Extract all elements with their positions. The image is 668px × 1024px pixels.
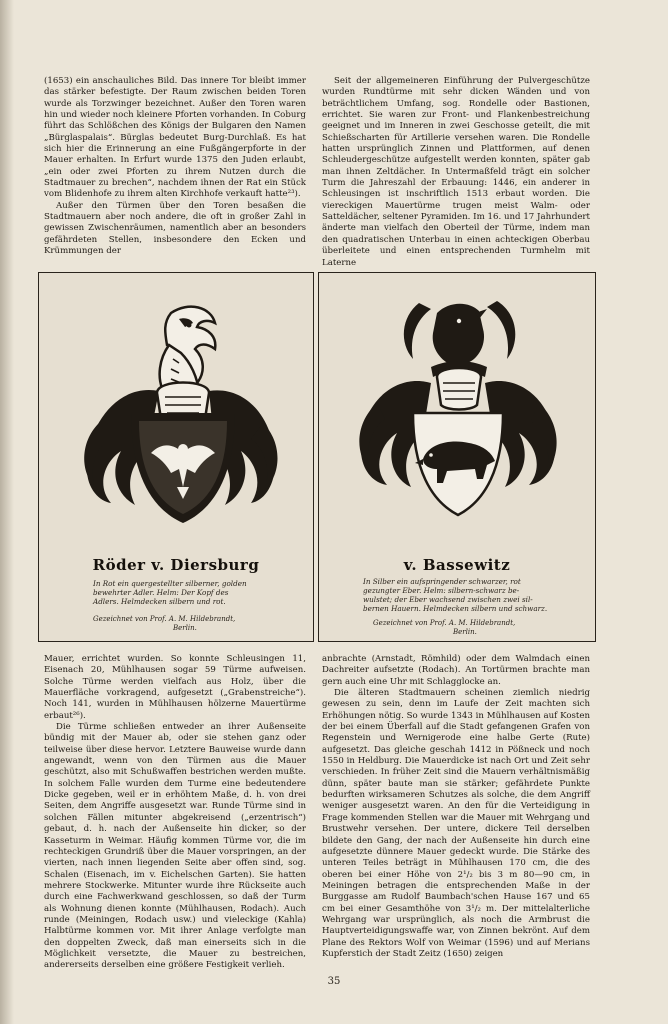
paragraph: Die älteren Stadtmauern scheinen ziemlich niedrig gewesen zu sein, denn im Laufe der Zeit machten sich Erhöhungen nötig. So wurde 1343 in Mühlhausen auf Kosten der bei einem Überfall auf die Stadt gefangenen Grafen von Regenstein und Wernigerode eine halbe Gerte (Rute) aufgesetzt. Das gleiche geschah 1412 in Pößneck und noch 1550 in Heldburg. Die Mauerdicke ist nach Ort und Zeit sehr verschieden. In früher Zeit sind die Mauern verhältnismäßig dünn, später baute man sie stärker; gefährdete Punkte bedurften wirksameren Schutzes als solche, die dem Angriff weniger ausgesetzt waren. An den für die Verteidigung in Frage kommenden Stellen war die Mauer mit Wehrgang und Brustwehr versehen. Der untere, dickere Teil derselben bildete den Gang, der nach der Außenseite hin durch eine aufgesetzte dünnere Mauer gedeckt wurde. Die Stärke des unteren Teiles beträgt in Mühlhausen 170 cm, die des oberen bei einer Höhe von 2¹/₂ bis 3 m 80—90 cm, in Meiningen betragen die entsprechenden Maße in der Burggasse am Rudolf Baumbach'schen Hause 167 und 65 cm bei einer Gesamthöhe von 3¹/₂ m. Der mittelalterliche Wehrgang war ursprünglich, als noch die Armbrust die Hauptverteidigungswaffe war, von Zinnen bekrönt. Auf dem Plane des Rektors Wolf von Weimar (1596) und auf Merians Kupferstich der Stadt Zeitz (1650) zeigen bbox=[322, 688, 590, 959]
credit-line: Berlin. bbox=[173, 624, 197, 632]
coat-of-arms-plate-roeder bbox=[38, 272, 314, 642]
blazon-line: In Silber ein aufspringender schwarzer, rot bbox=[363, 577, 521, 586]
coat-of-arms-plate-bassewitz bbox=[318, 272, 596, 642]
paragraph: Die Türme schließen entweder an ihrer Außenseite bündig mit der Mauer ab, oder sie stehen ganz oder teilweise über diese hervor. Letztere Bauweise wurde dann angewandt, wenn von den Türmen aus die Mauer geschützt, also mit Schußwaffen bestrichen werden mußte. In solchem Falle wurden dem Turme eine bedeutendere Dicke gegeben, weil er in erhöhtem Maße, d. h. von drei Seiten, dem Angriffe ausgesetzt war. Runde Türme sind in solchen Fällen mitunter abgekreisend („erzentrisch“) gebaut, d. h. nach der Außenseite hin dicker, so der Kasseturm in Weimar. Häufig kommen Türme vor, die im rechteckigen Grundriß über die Mauer vorspringen, an der vierten, nach innen liegenden Seite aber offen sind, sog. Schalen (Eisenach, im v. Eichelschen Garten). Sie hatten mehrere Stockwerke. Mitunter wurde ihre Rückseite auch durch eine Fachwerkwand geschlossen, so daß der Turm als Wohnung dienen konnte (Mühlhausen, Rodach). Auch runde (Meiningen, Rodach usw.) und vieleckige (Kahla) Halbtürme kommen vor. Mit ihrer Anlage verfolgte man den doppelten Zweck, daß man einerseits sich in die Möglichkeit versetzte, die Mauer zu bestreichen, andererseits derselben eine größere Festigkeit verlieh. bbox=[44, 722, 306, 971]
page-number: 35 bbox=[327, 976, 341, 987]
bassewitz-coat-of-arms-icon bbox=[319, 273, 597, 553]
text-column-bottom-right bbox=[322, 654, 590, 962]
text-column-top-right bbox=[322, 76, 590, 268]
credit-line: Berlin. bbox=[453, 628, 477, 636]
text-column-top-left bbox=[44, 76, 306, 262]
blazon-line: gezungter Eber. Helm: silbern-schwarz be- bbox=[363, 586, 520, 595]
roeder-coat-of-arms-icon bbox=[39, 273, 315, 553]
coat-name-roeder: Röder v. Diersburg bbox=[92, 556, 260, 574]
blazon-line: Adlers. Helmdecken silbern und rot. bbox=[93, 597, 226, 606]
blazon-line: In Rot ein quergestellter silberner, golden bbox=[93, 579, 247, 588]
paragraph: Außer den Türmen über den Toren besaßen die Stadtmauern aber noch andere, die oft in großer Zahl in gewissen Zwischenräumen, namentlich aber an besonders gefährdeten Stellen, insbesondere den Ecken und Krümmungen der bbox=[44, 200, 306, 257]
blazon-line: bernen Hauern. Helmdecken silbern und schwarz. bbox=[363, 604, 548, 613]
paragraph: Mauer, errichtet wurden. So konnte Schleusingen 11, Eisenach 20, Mühlhausen sogar 59 Türme aufweisen. Solche Türme werden vielfach aus Holz, über die Mauerfläche vorkragend, aufgesetzt („Grabenstreiche“). Noch 141, wurden in Mühlhausen hölzerne Mauertürme erbaut²⁶). bbox=[44, 654, 306, 721]
credit-roeder bbox=[93, 615, 303, 633]
blazon-line: bewehrter Adler. Helm: Der Kopf des bbox=[93, 588, 229, 597]
text-column-bottom-left bbox=[44, 654, 306, 971]
coat-name-bassewitz: v. Bassewitz bbox=[403, 556, 511, 574]
credit-line: Gezeichnet von Prof. A. M. Hildebrandt, bbox=[93, 615, 236, 623]
paragraph: (1653) ein anschauliches Bild. Das innere Tor bleibt immer das stärker befestigte. Der Raum zwischen beiden Toren wurde als Torzwinger bezeichnet. Außer den Toren waren hin und wieder noch kleinere Pforten vorhanden. In Coburg führt das Schlößchen des Königs der Bulgaren den Namen „Bürglaspalais“. Bürglas bedeutet Burg-Durchlaß. Es hat sich hier die Erinnerung an eine Fußgängerpforte in der Mauer erhalten. In Erfurt wurde 1375 den Juden erlaubt, „ein oder zwei Pforten zu ihrem Nutzen durch die Stadtmauer zu brechen“, nachdem ihnen der Rat ein Stück vom Blidenhofe zu ihrem alten Kirchhofe verkauft hatte²³). bbox=[44, 76, 306, 200]
paragraph: anbrachte (Arnstadt, Römhild) oder dem Walmdach einen Dachreiter aufsetzte (Rodach). An Tortürmen brachte man gern auch eine Uhr mit Schlagglocke an. bbox=[322, 654, 590, 687]
page-edge-shadow bbox=[0, 0, 14, 1024]
paragraph: Seit der allgemeineren Einführung der Pulvergeschütze wurden Rundtürme mit sehr dicken Wänden und von beträchtlichem Umfang, sog. Rondelle oder Bastionen, errichtet. Sie waren zur Front- und Flankenbestreichung geeignet und im Inneren in zwei Geschosse geteilt, die mit Schießscharten für Artillerie versehen waren. Die Rondelle hatten ursprünglich Zinnen und Plattformen, auf denen Schleudergeschütze aufgestellt werden konnten, später gab man ihnen Zeltdächer. In Untermaßfeld trägt ein solcher Turm die Jahreszahl der Erbauung: 1446, ein anderer in Schleusingen ist inschriftlich 1513 erbaut worden. Die viereckigen Mauertürme trugen meist Walm- oder Satteldächer, seltener Pyramiden. Im 16. und 17 Jahrhundert änderte man vielfach den Oberteil der Türme, indem man den quadratischen Unterbau in einen achteckigen Oberbau überleitete und einen entsprechenden Turmhelm mit Laterne bbox=[322, 76, 590, 268]
blazon-bassewitz bbox=[363, 577, 587, 613]
credit-line: Gezeichnet von Prof. A. M. Hildebrandt, bbox=[373, 619, 516, 627]
blazon-roeder bbox=[93, 579, 303, 606]
credit-bassewitz bbox=[373, 619, 587, 637]
blazon-line: wulstet; der Eber wachsend zwischen zwei sil- bbox=[363, 595, 533, 604]
